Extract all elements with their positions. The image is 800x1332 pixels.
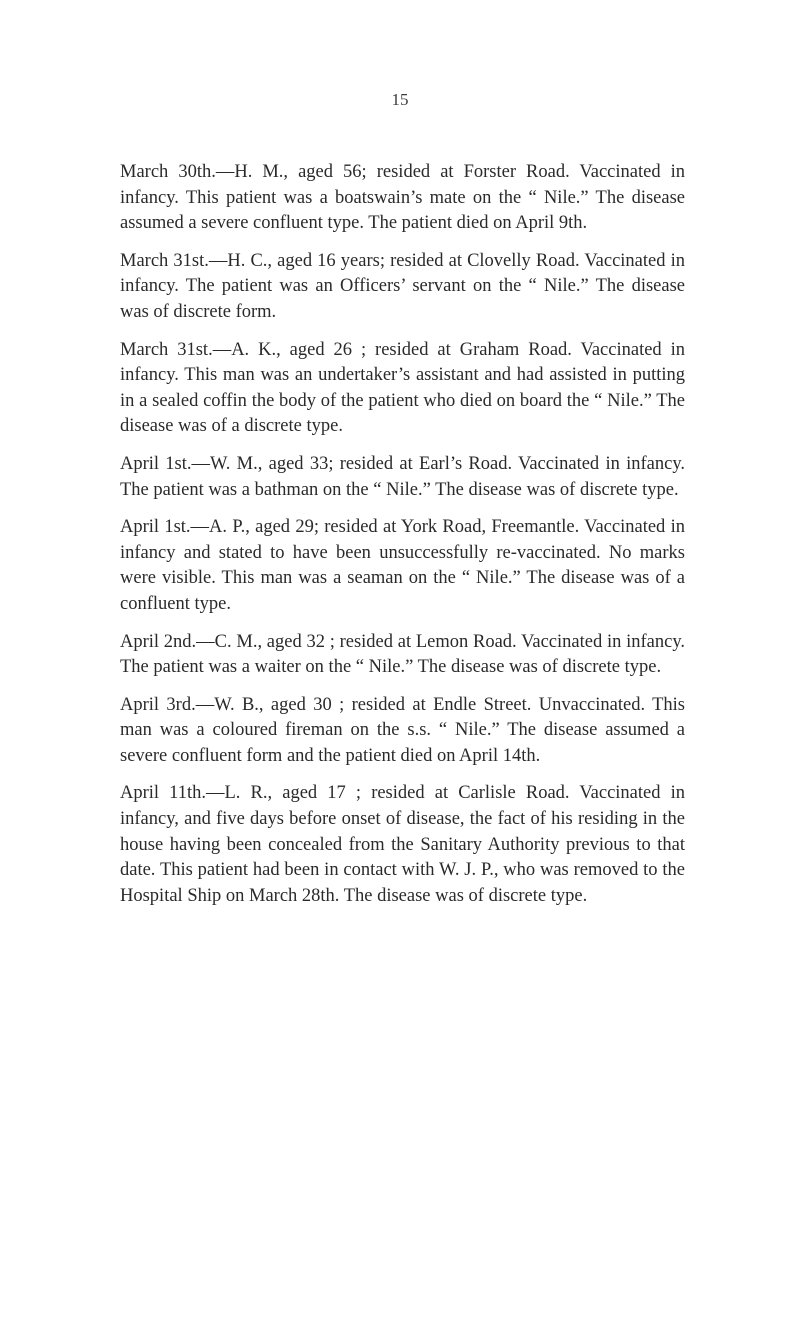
page-number: 15: [391, 90, 409, 109]
case-paragraph: March 31st.—H. C., aged 16 years; resided at Clovelly Road. Vaccinated in infancy. The patient was an Officers’ servant on the “ Nile.” The disease was of discrete form.: [120, 250, 685, 322]
case-paragraph: April 1st.—A. P., aged 29; resided at York Road, Freemantle. Vaccinated in infancy and stated to have been unsuccessfully re-vaccinated. No marks were visible. This man was a seaman on the “ Nile.” The disease was of a confluent type.: [120, 517, 685, 614]
case-paragraph: April 2nd.—C. M., aged 32 ; resided at Lemon Road. Vaccinated in infancy. The patient was a waiter on the “ Nile.” The disease was of discrete type.: [120, 631, 685, 678]
case-paragraph: March 30th.—H. M., aged 56; resided at Forster Road. Vaccinated in infancy. This patient was a boatswain’s mate on the “ Nile.” The disease assumed a severe confluent type. The patient died on April 9th.: [120, 162, 685, 234]
case-paragraph: April 3rd.—W. B., aged 30 ; resided at Endle Street. Unvaccinated. This man was a coloured fireman on the s.s. “ Nile.” The disease assumed a severe confluent form and the patient died on April 14th.: [120, 694, 685, 766]
case-paragraph: March 31st.—A. K., aged 26 ; resided at Graham Road. Vaccinated in infancy. This man was an undertaker’s assistant and had assisted in putting in a sealed coffin the body of the patient who died on board the “ Nile.” The disease was of a discrete type.: [120, 339, 685, 437]
case-paragraph: April 1st.—W. M., aged 33; resided at Earl’s Road. Vaccinated in infancy. The patient was a bathman on the “ Nile.” The disease was of discrete type.: [120, 453, 685, 500]
document-body: [120, 160, 685, 921]
case-paragraph: April 11th.—L. R., aged 17 ; resided at Carlisle Road. Vaccinated in infancy, and five days before onset of disease, the fact of his residing in the house having been concealed from the Sanitary Authority previous to that date. This patient had been in contact with W. J. P., who was removed to the Hospital Ship on March 28th. The disease was of discrete type.: [120, 783, 685, 906]
